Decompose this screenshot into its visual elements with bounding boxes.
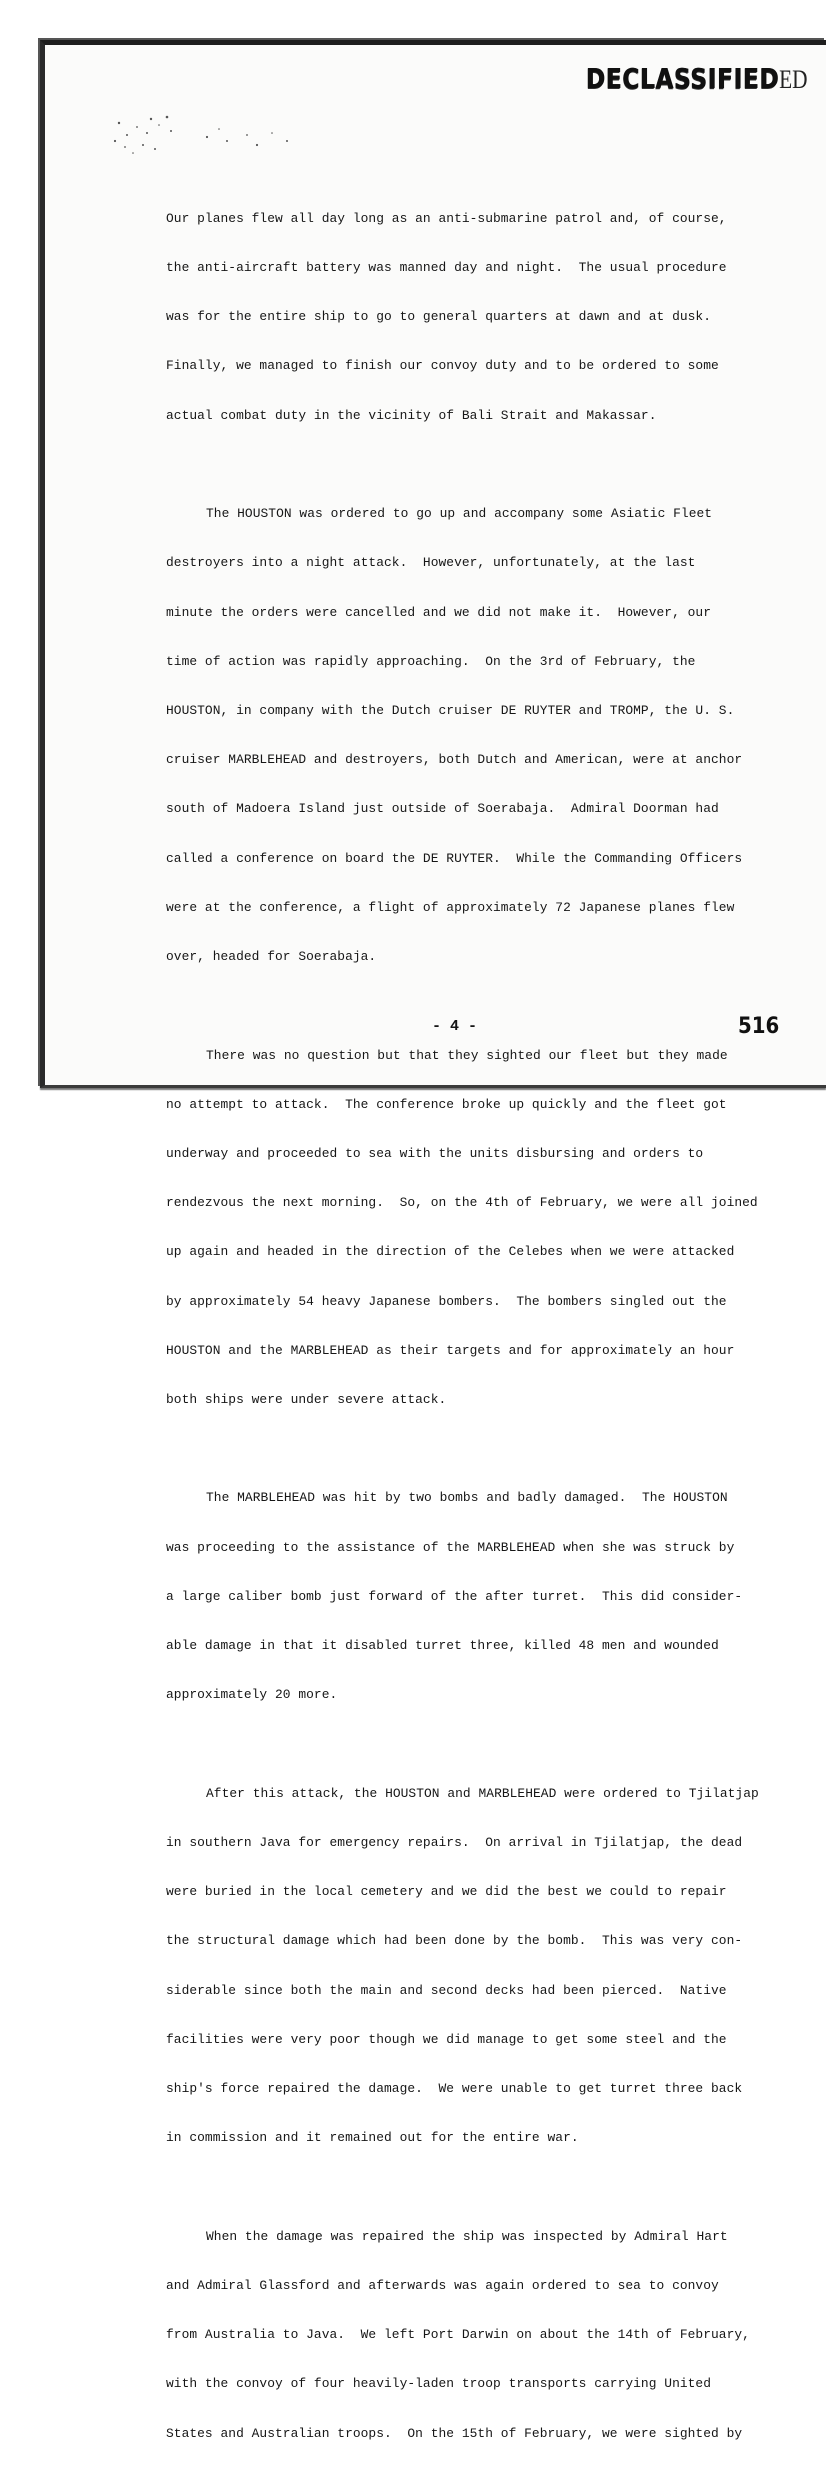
text-line: After this attack, the HOUSTON and MARBLEHEAD were ordered to Tjilatjap (206, 1785, 759, 1801)
text-line: called a conference on board the DE RUYTER. While the Commanding Officers (166, 850, 743, 866)
text-line: no attempt to attack. The conference broke up quickly and the fleet got (166, 1096, 727, 1112)
paragraph (166, 1753, 806, 2180)
declassified-stamp (586, 62, 808, 95)
text-line: underway and proceeded to sea with the units disbursing and orders to (166, 1145, 704, 1161)
text-line: able damage in that it disabled turret three, killed 48 men and wounded (166, 1638, 719, 1654)
paragraph (166, 1015, 806, 1442)
text-line: rendezvous the next morning. So, on the 4th of February, we were all joined (166, 1195, 758, 1211)
text-line: The MARBLEHEAD was hit by two bombs and badly damaged. The HOUSTON (206, 1490, 728, 1506)
document-number: 516 (738, 1014, 780, 1039)
text-line: time of action was rapidly approaching. On the 3rd of February, the (166, 653, 696, 669)
text-line: south of Madoera Island just outside of Soerabaja. Admiral Doorman had (166, 801, 719, 817)
text-line: Finally, we managed to finish our convoy duty and to be ordered to some (166, 358, 719, 374)
text-line: HOUSTON and the MARBLEHEAD as their targets and for approximately an hour (166, 1342, 735, 1358)
text-line: were at the conference, a flight of approximately 72 Japanese planes flew (166, 899, 735, 915)
text-line: minute the orders were cancelled and we did not make it. However, our (166, 604, 711, 620)
text-line: facilities were very poor though we did manage to get some steel and the (166, 2031, 727, 2047)
text-line: and Admiral Glassford and afterwards was again ordered to sea to convoy (166, 2277, 719, 2293)
text-line: The HOUSTON was ordered to go up and accompany some Asiatic Fleet (206, 506, 713, 522)
text-line: in southern Java for emergency repairs. On arrival in Tjilatjap, the dead (166, 1834, 743, 1850)
text-line: by approximately 54 heavy Japanese bombers. The bombers singled out the (166, 1293, 727, 1309)
text-line: with the convoy of four heavily-laden troop transports carrying United (166, 2376, 711, 2392)
text-line: Our planes flew all day long as an anti-submarine patrol and, of course, (166, 210, 727, 226)
text-line: When the damage was repaired the ship was inspected by Admiral Hart (206, 2228, 728, 2244)
document-body (166, 178, 806, 2491)
text-line: actual combat duty in the vicinity of Bali Strait and Makassar. (166, 407, 657, 423)
text-line: the structural damage which had been done by the bomb. This was very con- (166, 1933, 743, 1949)
text-line: States and Australian troops. On the 15th of February, we were sighted by (166, 2425, 743, 2441)
text-line: approximately 20 more. (166, 1687, 338, 1703)
text-line: was proceeding to the assistance of the MARBLEHEAD when she was struck by (166, 1539, 735, 1555)
text-line: the anti-aircraft battery was manned day and night. The usual procedure (166, 260, 727, 276)
scan-noise-marks (107, 105, 307, 165)
stamp-bold-text: DECLASSIFIED (586, 62, 780, 95)
text-line: ship's force repaired the damage. We were unable to get turret three back (166, 2081, 743, 2097)
text-line: destroyers into a night attack. However, unfortunately, at the last (166, 555, 696, 571)
text-line: both ships were under severe attack. (166, 1392, 447, 1408)
paragraph (166, 473, 806, 998)
paragraph (166, 178, 806, 457)
text-line: was for the entire ship to go to general quarters at dawn and at dusk. (166, 309, 711, 325)
text-line: up again and headed in the direction of the Celebes when we were attacked (166, 1244, 735, 1260)
text-line: over, headed for Soerabaja. (166, 949, 377, 965)
page-number: - 4 - (432, 1018, 478, 1035)
paragraph (166, 2196, 806, 2475)
text-line: were buried in the local cemetery and we did the best we could to repair (166, 1884, 727, 1900)
text-line: from Australia to Java. We left Port Darwin on about the 14th of February, (166, 2327, 750, 2343)
text-line: a large caliber bomb just forward of the after turret. This did consider- (166, 1588, 743, 1604)
stamp-faint-text: ED (779, 65, 808, 94)
text-line: cruiser MARBLEHEAD and destroyers, both Dutch and American, were at anchor (166, 752, 743, 768)
paragraph (166, 1458, 806, 1737)
text-line: There was no question but that they sighted our fleet but they made (206, 1047, 728, 1063)
text-line: siderable since both the main and second decks had been pierced. Native (166, 1982, 727, 1998)
text-line: in commission and it remained out for the entire war. (166, 2130, 579, 2146)
text-line: HOUSTON, in company with the Dutch cruiser DE RUYTER and TROMP, the U. S. (166, 702, 735, 718)
